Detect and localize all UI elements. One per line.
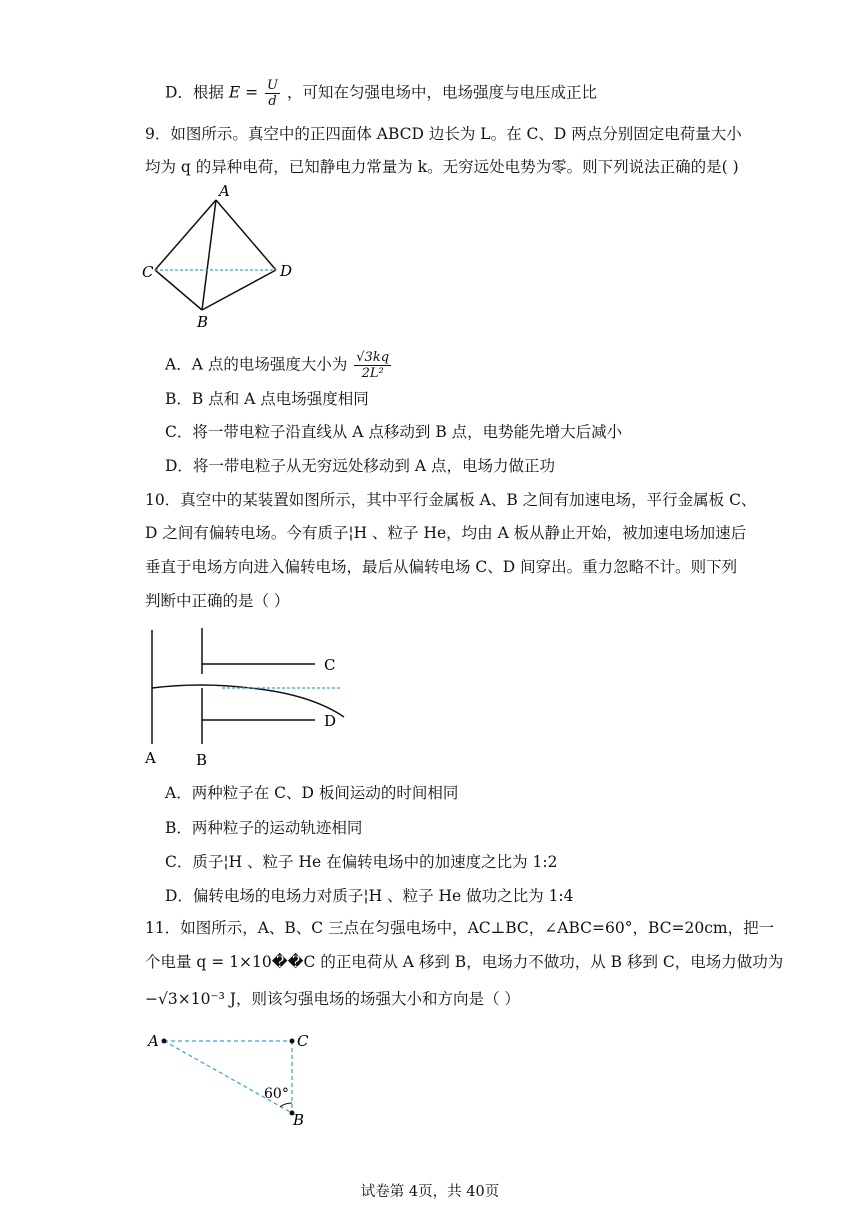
angle-arc: [280, 1103, 292, 1107]
q9-stem-line-2: 均为 q 的异种电荷，已知静电力常量为 k。无穷远处电势为零。则下列说法正确的是( ): [145, 158, 739, 176]
q10-plates-figure: [140, 622, 360, 772]
q10-option-a: A．两种粒子在 C、D 板间运动的时间相同: [165, 784, 459, 802]
q9-stem-line-1: 9．如图所示。真空中的正四面体 ABCD 边长为 L。在 C、D 两点分别固定电荷量大小: [145, 125, 742, 143]
label-c: C: [297, 1032, 309, 1050]
point-c: [290, 1039, 295, 1044]
point-a: [162, 1039, 167, 1044]
q9-option-c: C．将一带电粒子沿直线从 A 点移动到 B 点，电势能先增大后减小: [165, 423, 623, 441]
q10-stem-line-2: D 之间有偏转电场。今有质子¦H 、粒子 He，均由 A 板从静止开始，被加速电场加速后: [145, 524, 747, 542]
q8-option-d: D．根据 E = $\frac{U}{d}$ ，可知在匀强电场中，电场强度与电压成正比: [165, 78, 597, 109]
q11-stem-line-2: 个电量 q = 1×10��C 的正电荷从 A 移到 B，电场力不做功，从 B 移到 C，电场力做功为: [145, 953, 784, 971]
page-footer: 试卷第 4页，共 40页: [360, 1184, 500, 1200]
q9-tetrahedron-figure: [140, 180, 310, 335]
q11-triangle-figure: [140, 1025, 340, 1135]
q11-stem-line-1: 11．如图所示，A、B、C 三点在匀强电场中，AC⊥BC，∠ABC=60°，BC=20cm，把一: [145, 919, 775, 937]
edge-ab: [202, 200, 216, 310]
q10-option-b: B．两种粒子的运动轨迹相同: [165, 819, 363, 837]
label-a: A: [148, 1032, 159, 1050]
q8-formula-fraction: $\frac{U}{d}$: [267, 78, 279, 109]
label-b: B: [197, 313, 209, 331]
q9-option-a: A．A 点的电场强度大小为 $\frac{√3kq}{\text{2L²}}$: [165, 350, 390, 381]
label-b: B: [196, 751, 208, 769]
label-d: D: [280, 262, 293, 280]
q10-stem-line-3: 垂直于电场方向进入偏转电场，最后从偏转电场 C、D 间穿出。重力忽略不计。则下列: [145, 558, 738, 576]
label-angle: 60°: [264, 1086, 289, 1102]
q9-option-d: D．将一带电粒子从无穷远处移动到 A 点，电场力做正功: [165, 457, 555, 475]
edge-ad: [216, 200, 276, 270]
label-c: C: [142, 263, 154, 281]
label-c: C: [324, 656, 336, 674]
q10-stem-line-1: 10．真空中的某装置如图所示，其中平行金属板 A、B 之间有加速电场，平行金属板 C、: [145, 491, 757, 509]
q11-stem-line-3: −√3×10⁻³ J，则该匀强电场的场强大小和方向是（ ）: [145, 990, 520, 1008]
edge-db: [202, 270, 276, 310]
edge-ac: [155, 200, 216, 270]
q10-option-c: C．质子¦H 、粒子 He 在偏转电场中的加速度之比为 1:2: [165, 853, 558, 871]
particle-trajectory: [152, 685, 344, 717]
q9-option-b: B．B 点和 A 点电场强度相同: [165, 390, 369, 408]
label-b: B: [293, 1111, 305, 1129]
q10-option-d: D．偏转电场的电场力对质子¦H 、粒子 He 做功之比为 1:4: [165, 887, 574, 905]
q9-option-a-fraction: $\frac{√3kq}{\text{2L²}}$: [356, 350, 390, 381]
q10-stem-line-4: 判断中正确的是（ ）: [145, 592, 290, 610]
label-d: D: [324, 712, 337, 730]
label-a: A: [219, 182, 230, 200]
label-a: A: [145, 749, 156, 767]
edge-cb: [155, 270, 202, 310]
segment-ab: [164, 1041, 292, 1113]
